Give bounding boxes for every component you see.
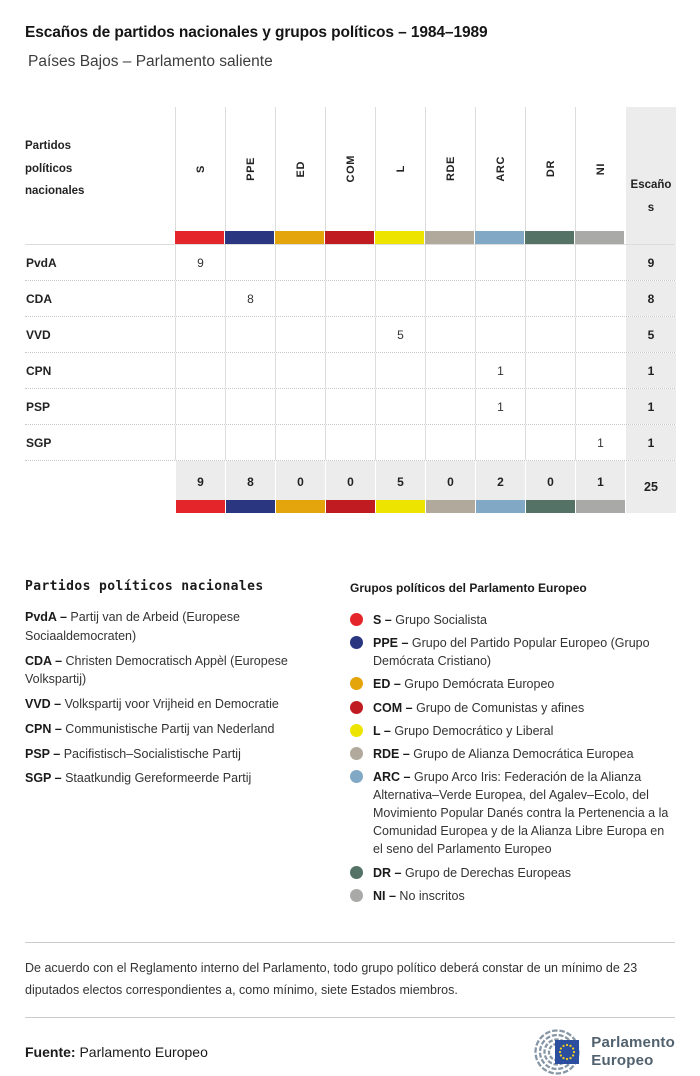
group-legend-code: S – [373, 613, 392, 627]
table-row [25, 352, 675, 388]
table-body [25, 244, 675, 460]
seat-cell [575, 281, 625, 316]
group-code-label: L [394, 165, 407, 173]
group-color-dot [350, 724, 363, 737]
group-legend-item [350, 611, 675, 629]
seat-cell [375, 317, 425, 352]
seat-cell [275, 245, 325, 280]
party-name: VVD [26, 327, 51, 342]
group-legend-item [350, 745, 675, 763]
total-color-bar [526, 500, 575, 513]
group-legend-item [350, 864, 675, 882]
totals-spacer [25, 461, 175, 513]
row-total-value: 9 [647, 255, 655, 270]
group-color-cell [525, 231, 575, 244]
party-legend-item: CDA – Christen Democratisch Appèl (Europese Volkspartij) [25, 653, 288, 687]
seat-cell [525, 353, 575, 388]
row-values [175, 353, 625, 388]
group-color-bar [525, 231, 574, 244]
seat-cell [425, 317, 475, 352]
source-line [25, 1044, 208, 1060]
totals-row [25, 460, 675, 513]
total-cell [225, 461, 275, 513]
groups-legend-list [350, 611, 675, 905]
party-name-cell [25, 245, 175, 280]
group-legend-text: ARC – Grupo Arco Iris: Federación de la Alianza Alternativa–Verde Europea, del Agalev–Ecolo, del Movimiento Popular Danés contra la Pertenencia a la Comunidad Europea y de la Alianza Libre Europa en el seno del Parlamento Europeo [373, 769, 669, 857]
party-name-cell [25, 353, 175, 388]
total-color-bar [376, 500, 425, 513]
group-code-label: ARC [494, 156, 507, 182]
national-parties-legend [25, 579, 350, 910]
total-color-bar [426, 500, 475, 513]
seat-cell [375, 353, 425, 388]
group-legend-text: L – Grupo Democrático y Liberal [373, 723, 554, 738]
seat-cell [225, 353, 275, 388]
row-total-cell [626, 281, 676, 316]
group-color-dot [350, 677, 363, 690]
group-color-bar [325, 231, 374, 244]
group-code-label: PPE [244, 157, 257, 181]
party-name: SGP [26, 435, 52, 450]
table-row [25, 245, 675, 280]
group-color-cell [475, 231, 525, 244]
group-header-cell [525, 107, 575, 231]
group-header-cell [325, 107, 375, 231]
seat-cell [375, 389, 425, 424]
group-legend-code: ED – [373, 677, 401, 692]
total-cell [175, 461, 225, 513]
row-values [175, 281, 625, 316]
seat-cell [475, 317, 525, 352]
total-cell [375, 461, 425, 513]
group-color-cell [225, 231, 275, 244]
seat-cell [175, 389, 225, 424]
total-value: 0 [297, 475, 304, 489]
group-header-cell [475, 107, 525, 231]
table-header-row [25, 107, 675, 231]
party-legend-item: PvdA – Partij van de Arbeid (Europese Sociaaldemocraten) [25, 610, 240, 643]
seat-cell [425, 281, 475, 316]
party-name-cell [25, 317, 175, 352]
group-header-cell [175, 107, 225, 231]
row-total-cell [626, 245, 676, 280]
seat-cell [225, 245, 275, 280]
table-row [25, 388, 675, 424]
seat-cell [425, 425, 475, 460]
page-subtitle: Países Bajos – Parlamento saliente [28, 53, 273, 70]
group-color-cell [425, 231, 475, 244]
row-total-cell [626, 317, 676, 352]
corner-header-cell [25, 107, 175, 231]
group-legend-text: PPE – Grupo del Partido Popular Europeo (Grupo Demócrata Cristiano) [373, 636, 650, 669]
seat-cell [575, 353, 625, 388]
seat-cell [525, 317, 575, 352]
party-legend-code: CPN – [25, 721, 62, 736]
seat-cell [275, 425, 325, 460]
group-color-bar [475, 231, 524, 244]
seat-value: 1 [597, 435, 604, 450]
group-color-cell [575, 231, 625, 244]
party-name-cell [25, 389, 175, 424]
group-color-bar [375, 231, 424, 244]
row-total-cell [626, 353, 676, 388]
group-code-label: RDE [444, 156, 457, 182]
group-code-label: NI [594, 162, 607, 176]
group-legend-code: COM – [373, 700, 413, 715]
row-values [175, 425, 625, 460]
group-code-label: COM [344, 155, 357, 183]
group-legend-text: DR – Grupo de Derechas Europeas [373, 865, 572, 880]
row-total-value: 1 [647, 399, 655, 414]
seat-cell [525, 281, 575, 316]
group-header-cell [375, 107, 425, 231]
group-color-dot [350, 636, 363, 649]
group-color-bar [175, 231, 224, 244]
party-name: PvdA [26, 255, 57, 270]
group-legend-text: COM – Grupo de Comunistas y afines [373, 700, 585, 715]
total-value: 0 [347, 475, 354, 489]
party-legend-item: VVD – Volkspartij voor Vrijheid en Democratie [25, 697, 279, 711]
seat-cell [475, 425, 525, 460]
group-legend-code: PPE – [373, 636, 409, 651]
total-value: 0 [447, 475, 454, 489]
group-legend-text: NI – No inscritos [373, 888, 465, 903]
group-color-dot [350, 747, 363, 760]
seat-cell [575, 425, 625, 460]
party-legend-code: PSP – [25, 746, 61, 761]
page-title: Escaños de partidos nacionales y grupos políticos – 1984–1989 [25, 24, 488, 41]
row-total-cell [626, 425, 676, 460]
group-code-label: ED [294, 160, 307, 178]
total-value: 9 [197, 475, 204, 489]
group-legend-item [350, 699, 675, 717]
seat-cell [575, 317, 625, 352]
row-total-value: 1 [647, 435, 655, 450]
group-legend-item [350, 634, 675, 670]
seat-cell [175, 425, 225, 460]
seat-cell [425, 245, 475, 280]
total-color-bar [576, 500, 625, 513]
party-legend-code: PvdA – [25, 610, 67, 624]
seat-cell [575, 389, 625, 424]
row-total-value: 5 [647, 327, 655, 342]
seat-cell [575, 245, 625, 280]
hemicycle-icon [525, 1028, 583, 1076]
group-code-label: S [194, 165, 207, 173]
seat-cell [275, 317, 325, 352]
seat-cell [475, 389, 525, 424]
seat-cell [225, 281, 275, 316]
group-legend-item [350, 675, 675, 693]
seat-cell [375, 245, 425, 280]
party-name: CDA [26, 291, 52, 306]
total-value: 8 [247, 475, 254, 489]
group-legend-code: RDE – [373, 746, 410, 761]
color-bar-spacer [25, 231, 175, 244]
total-cell [525, 461, 575, 513]
political-groups-legend [350, 579, 675, 910]
corner-header: Partidos políticos nacionales [25, 140, 85, 198]
group-legend-item [350, 768, 675, 859]
group-color-dot [350, 889, 363, 902]
seat-cell [325, 281, 375, 316]
seat-value: 5 [397, 327, 404, 342]
party-legend-code: VVD – [25, 697, 62, 711]
seat-cell [525, 389, 575, 424]
party-legend-item: CPN – Communistische Partij van Nederland [25, 721, 275, 736]
row-total-value: 1 [647, 363, 655, 378]
group-legend-item [350, 722, 675, 740]
source-row [25, 1028, 675, 1076]
logo-line1: Parlamento [591, 1034, 675, 1052]
total-value: 1 [597, 475, 604, 489]
group-header-cell [225, 107, 275, 231]
row-total-cell [626, 389, 676, 424]
seat-cell [225, 317, 275, 352]
seat-cell [275, 281, 325, 316]
total-cell [575, 461, 625, 513]
party-name: PSP [26, 399, 51, 414]
group-code-label: DR [544, 160, 557, 178]
group-legend-code: L – [373, 723, 391, 738]
seat-cell [175, 353, 225, 388]
seat-cell [525, 245, 575, 280]
header-bars [175, 231, 625, 244]
seat-cell [525, 425, 575, 460]
row-total-value: 8 [647, 291, 655, 306]
seats-table [25, 107, 675, 513]
seat-cell [425, 389, 475, 424]
group-legend-text: RDE – Grupo de Alianza Democrática Europea [373, 746, 634, 761]
total-cell [475, 461, 525, 513]
group-color-bar [225, 231, 274, 244]
header-color-bar-row [25, 231, 675, 244]
group-header-cell [575, 107, 625, 231]
seat-cell [175, 317, 225, 352]
seat-cell [175, 281, 225, 316]
seats-column-band [626, 231, 676, 244]
group-color-dot [350, 770, 363, 783]
table-row [25, 280, 675, 316]
total-color-bar [276, 500, 325, 513]
group-color-dot [350, 613, 363, 626]
group-color-dot [350, 701, 363, 714]
grand-total-cell [626, 461, 676, 513]
logo-wordmark [591, 1034, 675, 1069]
table-row [25, 316, 675, 352]
table-row [25, 424, 675, 460]
grand-total-value: 25 [644, 480, 658, 494]
seat-cell [475, 353, 525, 388]
party-legend-item: SGP – Staatkundig Gereformeerde Partij [25, 771, 252, 786]
group-color-dot [350, 866, 363, 879]
group-legend-item [350, 887, 675, 905]
seat-cell [425, 353, 475, 388]
groups-legend-title: Grupos políticos del Parlamento Europeo [350, 581, 587, 595]
group-color-bar [575, 231, 624, 244]
seat-cell [275, 389, 325, 424]
total-value: 0 [547, 475, 554, 489]
eu-flag-icon [555, 1040, 579, 1064]
logo-line2: Europeo [591, 1051, 654, 1069]
source-value: Parlamento Europeo [79, 1043, 208, 1060]
total-cell [275, 461, 325, 513]
seat-cell [275, 353, 325, 388]
seat-cell [375, 281, 425, 316]
total-color-bar [176, 500, 225, 513]
group-header-cell [275, 107, 325, 231]
legend-section [25, 579, 675, 910]
group-header-cell [425, 107, 475, 231]
row-values [175, 245, 625, 280]
group-legend-code: NI – [373, 888, 396, 903]
total-value: 2 [497, 475, 504, 489]
group-color-cell [325, 231, 375, 244]
total-cell [325, 461, 375, 513]
seat-cell [325, 389, 375, 424]
total-color-bar [226, 500, 275, 513]
seat-cell [325, 425, 375, 460]
seats-header-cell [626, 107, 676, 231]
parties-legend-title: Partidos políticos nacionales [25, 579, 264, 594]
total-color-bar [476, 500, 525, 513]
european-parliament-logo [525, 1028, 675, 1076]
party-legend-code: CDA – [25, 653, 63, 668]
group-color-cell [375, 231, 425, 244]
seat-cell [175, 245, 225, 280]
footnote: De acuerdo con el Reglamento interno del Parlamento, todo grupo político deberá constar de un mínimo de 23 diputados electos correspondientes a, como mínimo, siete Estados miembros. [25, 942, 675, 1018]
party-legend-code: SGP – [25, 771, 62, 786]
group-color-bar [275, 231, 324, 244]
seat-cell [225, 389, 275, 424]
party-name-cell [25, 281, 175, 316]
seat-cell [475, 281, 525, 316]
group-color-bar [425, 231, 474, 244]
row-values [175, 389, 625, 424]
totals-columns [175, 461, 625, 513]
seat-cell [325, 245, 375, 280]
seat-cell [325, 317, 375, 352]
source-label: Fuente: [25, 1043, 76, 1060]
group-legend-code: ARC – [373, 769, 411, 784]
group-legend-text: ED – Grupo Demócrata Europeo [373, 677, 555, 692]
group-legend-text: S – Grupo Socialista [373, 613, 487, 627]
party-name: CPN [26, 363, 52, 378]
seat-cell [225, 425, 275, 460]
group-color-cell [275, 231, 325, 244]
total-color-bar [326, 500, 375, 513]
total-cell [425, 461, 475, 513]
seat-value: 9 [197, 255, 204, 270]
header-columns [175, 107, 625, 231]
seat-value: 1 [497, 363, 504, 378]
party-legend-item: PSP – Pacifistisch–Socialistische Partij [25, 746, 241, 761]
party-name-cell [25, 425, 175, 460]
seat-cell [475, 245, 525, 280]
group-color-cell [175, 231, 225, 244]
seat-cell [325, 353, 375, 388]
seat-value: 8 [247, 291, 254, 306]
parties-legend-list [25, 608, 328, 788]
total-value: 5 [397, 475, 404, 489]
row-values [175, 317, 625, 352]
group-legend-code: DR – [373, 865, 402, 880]
seats-header: Escaños [630, 179, 672, 214]
seat-value: 1 [497, 399, 504, 414]
seat-cell [375, 425, 425, 460]
